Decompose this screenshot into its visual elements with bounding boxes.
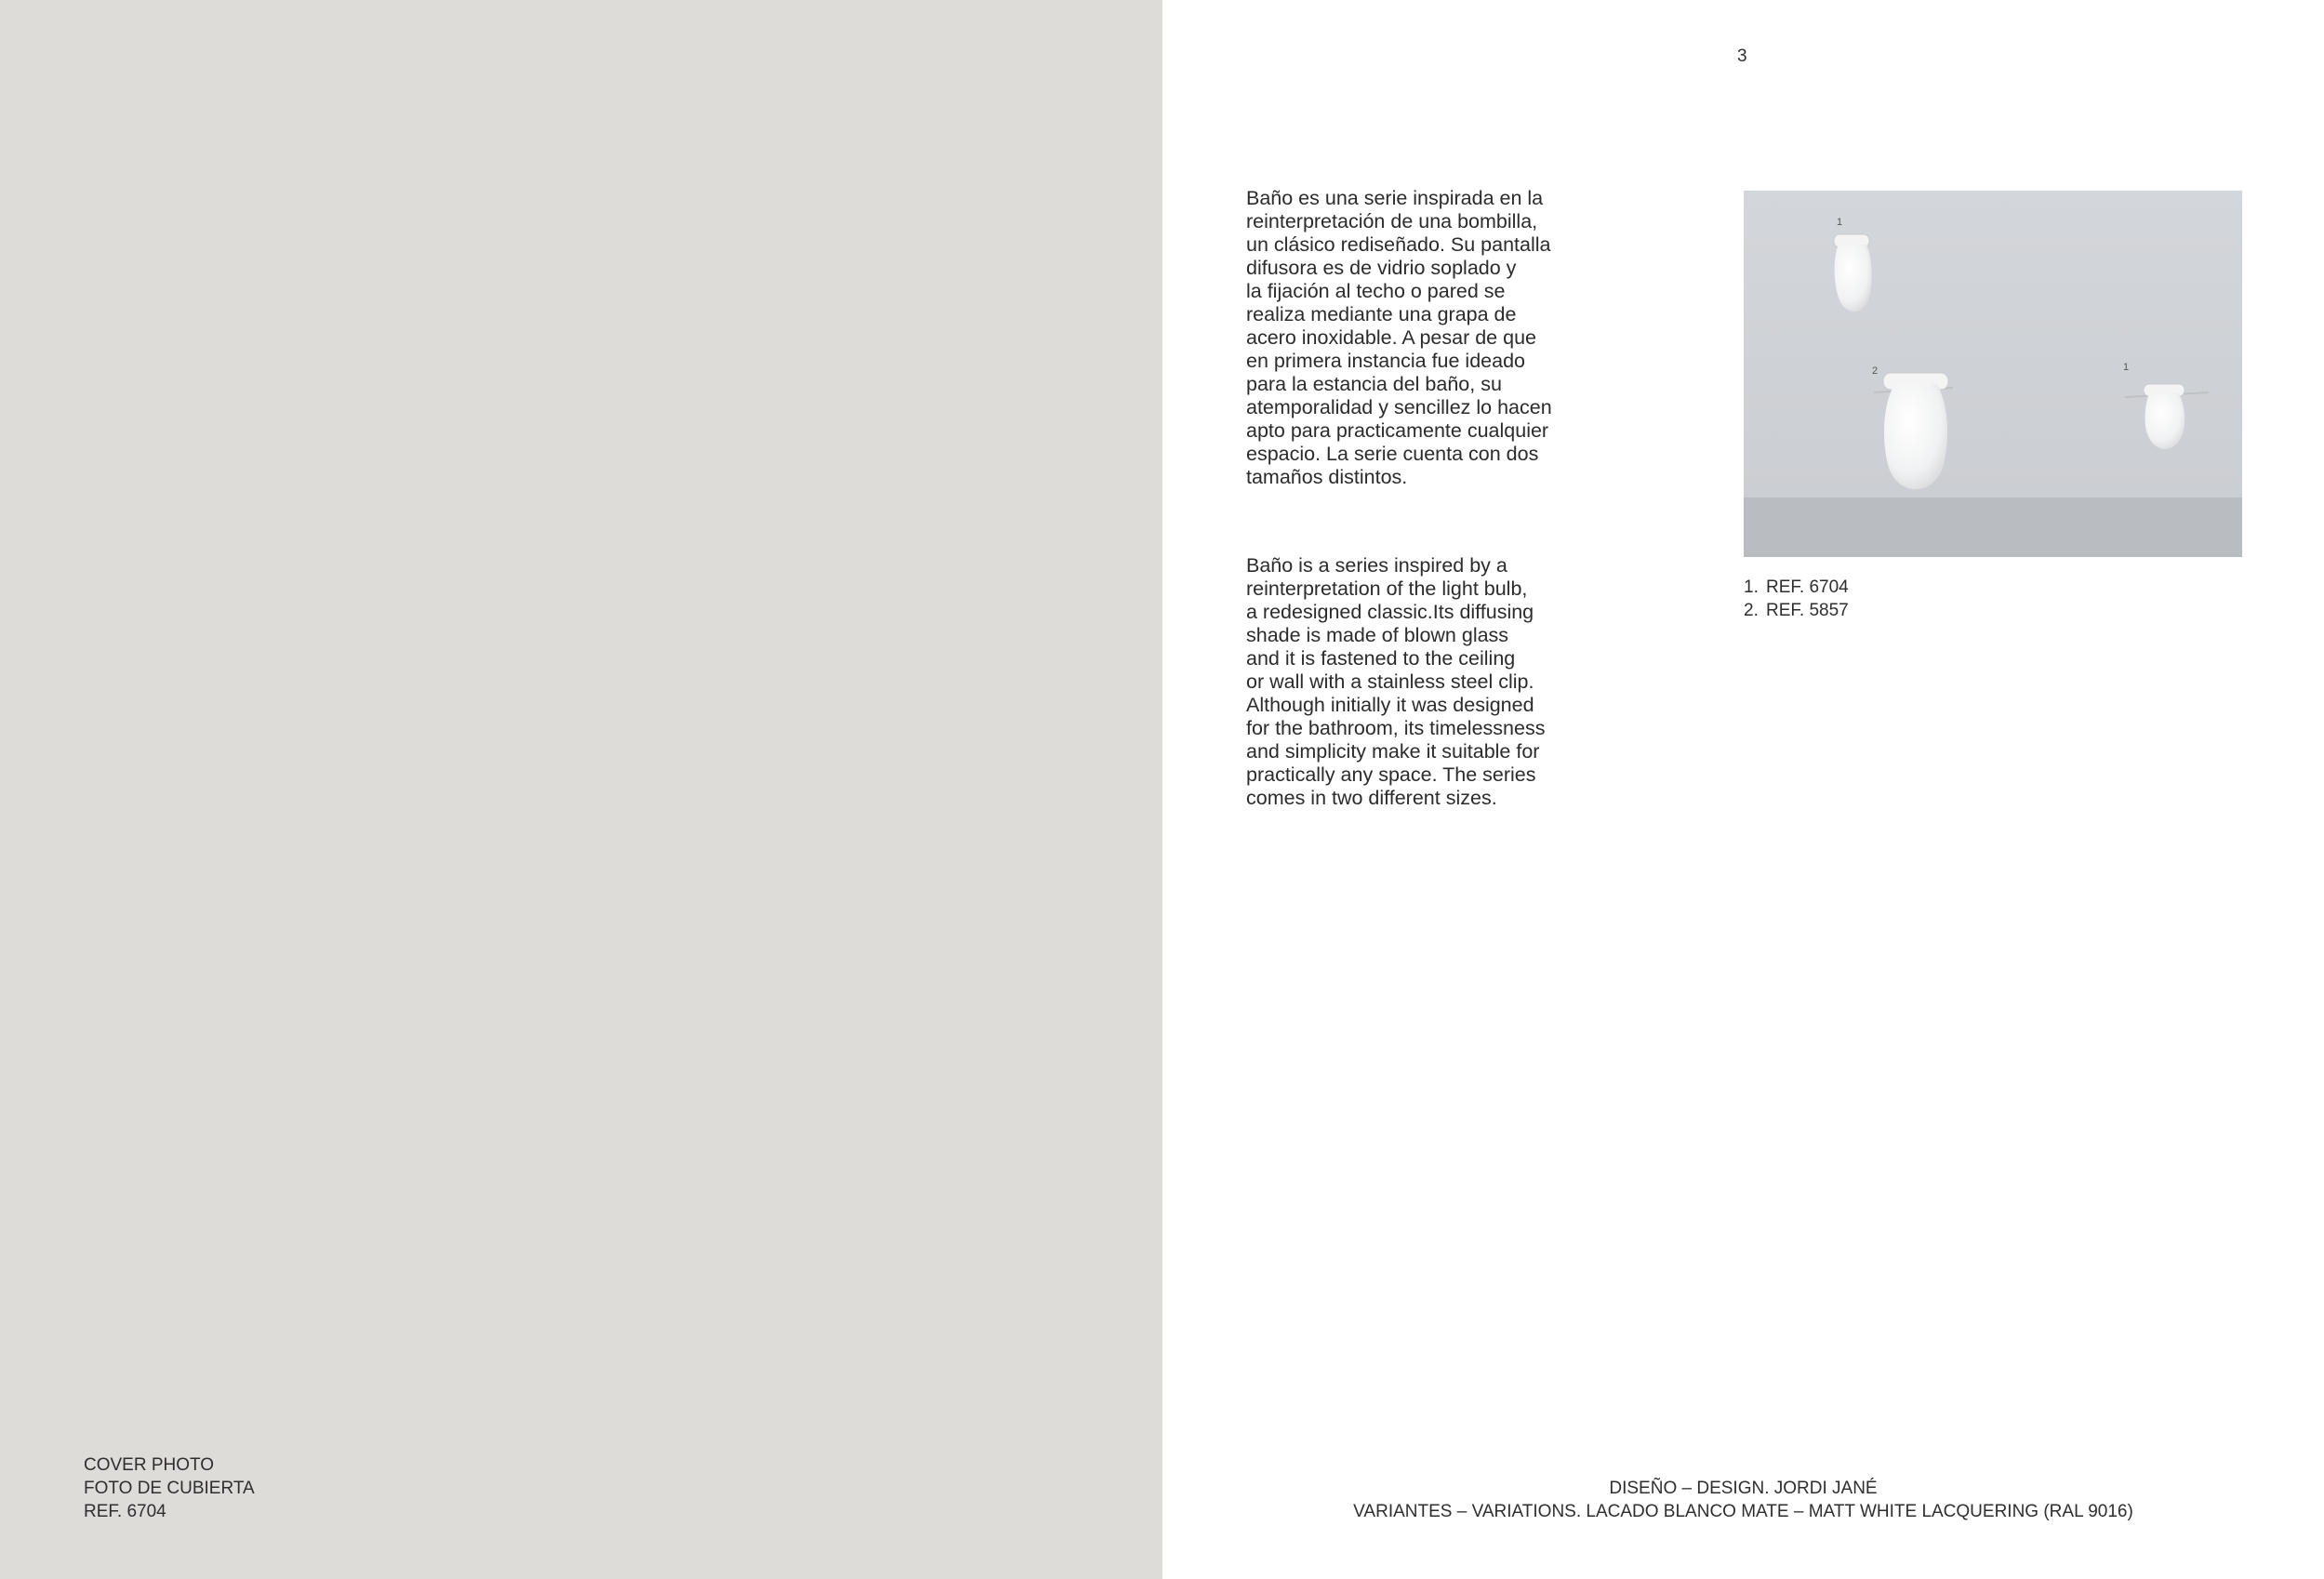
legend-item	[1744, 576, 1849, 599]
description-spanish: Baño es una serie inspirada en la reinterpretación de una bombilla, un clásico rediseñado. Su pantalla difusora es de vidrio soplado y la fijación al techo o pared se realiza mediante una grapa de acero inoxidable. A pesar de que en primera instancia fue ideado para la estancia del baño, su atemporalidad y sencillez lo hacen apto para practicamente cualquier espacio. La serie cuenta con dos tamaños distintos.	[1246, 187, 1552, 488]
lamps-illustration	[1744, 191, 2242, 557]
photo-label-3: 1	[2123, 362, 2130, 373]
lamp-ref-6704-right	[2125, 384, 2209, 449]
photo-legend	[1744, 576, 1849, 622]
lamp-ref-6704-top	[1834, 234, 1872, 312]
legend-item	[1744, 599, 1849, 622]
lamp-ref-5857	[1874, 373, 1953, 489]
cover-caption-line-3: REF. 6704	[84, 1502, 166, 1521]
photo-label-2: 2	[1872, 365, 1879, 377]
cover-caption	[84, 1453, 255, 1523]
legend-ref: REF. 6704	[1766, 577, 1849, 597]
credits-design: DISEÑO – DESIGN. JORDI JANÉ	[1609, 1479, 1878, 1498]
page-number: 3	[1737, 46, 1747, 66]
legend-ref: REF. 5857	[1766, 601, 1849, 620]
cover-caption-line-2: FOTO DE CUBIERTA	[84, 1479, 255, 1498]
photo-label-1: 1	[1837, 217, 1843, 228]
product-photo	[1744, 191, 2242, 557]
design-credits	[1162, 1477, 2324, 1523]
credits-variations: VARIANTES – VARIATIONS. LACADO BLANCO MATE – MATT WHITE LACQUERING (RAL 9016)	[1353, 1502, 2133, 1521]
cover-caption-line-1: COVER PHOTO	[84, 1455, 215, 1475]
legend-index: 1.	[1744, 577, 1759, 597]
description-english: Baño is a series inspired by a reinterpretation of the light bulb, a redesigned classic.Its diffusing shade is made of blown glass and it is fastened to the ceiling or wall with a stainless steel clip. Although initially it was designed for the bathroom, its timelessness and simplicity make it suitable for practically any space. The series comes in two different sizes.	[1246, 554, 1546, 809]
legend-index: 2.	[1744, 601, 1759, 620]
